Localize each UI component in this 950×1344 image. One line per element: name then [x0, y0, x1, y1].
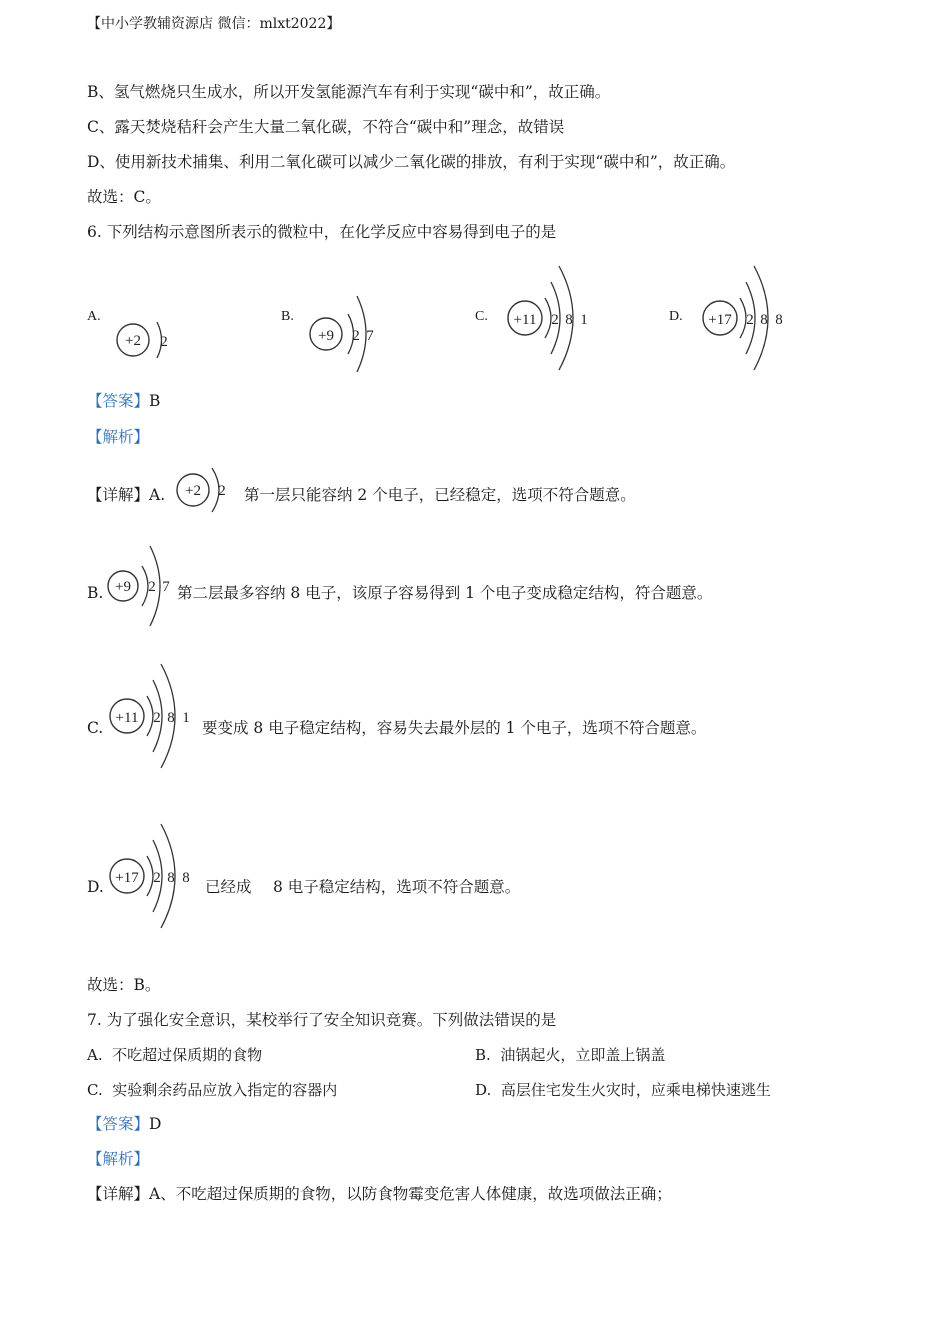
option-text: 不吃超过保质期的食物	[112, 1046, 263, 1064]
q6-analysis-tag: 【解析】	[87, 428, 150, 446]
detail-tag: 【详解】	[87, 486, 150, 504]
option-text: 油锅起火，立即盖上锅盖	[500, 1046, 666, 1064]
option-label: C.	[87, 1081, 103, 1099]
answer-value: B	[149, 392, 161, 410]
electron-count-shell-1: 2	[148, 579, 156, 595]
q6-option-d-label: D.	[669, 309, 683, 324]
q6-question: 6. 下列结构示意图所表示的微粒中，在化学反应中容易得到电子的是	[87, 223, 557, 241]
atom-nucleus-label: +9	[318, 328, 334, 344]
electron-count-shell-2: 8	[167, 870, 175, 886]
q7-detail-row	[87, 1184, 672, 1204]
q6-option-c-atom-diagram	[505, 262, 605, 374]
q7-option-b	[475, 1045, 665, 1065]
detail-text: A、不吃超过保质期的食物，以防食物霉变危害人体健康，故选项做法正确；	[149, 1185, 672, 1203]
q7-answer-row	[87, 1114, 161, 1134]
q7-option-a	[87, 1045, 262, 1065]
electron-count-shell-3: 8	[182, 870, 190, 886]
option-text: 实验剩余药品应放入指定的容器内	[112, 1081, 338, 1099]
q5-option-d-explanation: D、使用新技术捕集、利用二氧化碳可以减少二氧化碳的排放，有利于实现“碳中和”，故正确。	[87, 153, 736, 171]
atom-nucleus-label: +2	[125, 333, 141, 349]
q5-option-c-explanation: C、露天焚烧秸秆会产生大量二氧化碳，不符合“碳中和”理念，故错误	[87, 118, 565, 136]
electron-count-shell-1: 2	[153, 870, 161, 886]
electron-count-shell-1: 2	[352, 328, 360, 344]
q6-detail-c-atom-diagram	[107, 660, 207, 772]
option-label: B.	[475, 1046, 491, 1064]
answer-tag: 【答案】	[87, 392, 150, 410]
q7-analysis-tag: 【解析】	[87, 1150, 150, 1168]
q6-option-a-atom-diagram	[112, 316, 182, 364]
q6-detail-d-label: D.	[87, 878, 104, 896]
q6-option-d-atom-diagram	[700, 262, 800, 374]
option-text: 高层住宅发生火灾时，应乘电梯快速逃生	[500, 1081, 771, 1099]
q7-question: 7. 为了强化安全意识，某校举行了安全知识竞赛。下列做法错误的是	[87, 1011, 557, 1029]
q6-option-c-label: C.	[475, 309, 488, 324]
atom-nucleus-label: +17	[708, 312, 732, 328]
q6-detail-b-atom-diagram	[104, 542, 184, 630]
answer-tag: 【答案】	[87, 1115, 150, 1133]
option-label: A.	[87, 1046, 103, 1064]
electron-count-shell-3: 1	[580, 312, 588, 328]
q6-option-b-label: B.	[281, 309, 294, 324]
electron-count-shell-2: 8	[167, 710, 175, 726]
electron-count: 2	[160, 334, 168, 350]
electron-count-shell-1: 2	[153, 710, 161, 726]
q6-detail-d-text-b: 8 电子稳定结构，选项不符合题意。	[273, 878, 521, 896]
q6-detail-c-label: C.	[87, 719, 104, 737]
detail-tag: 【详解】	[87, 1185, 150, 1203]
answer-value: D	[149, 1115, 162, 1133]
electron-count-shell-3: 8	[775, 312, 783, 328]
q6-conclusion: 故选：B。	[87, 976, 161, 994]
option-label: D.	[475, 1081, 492, 1099]
atom-nucleus-label: +11	[115, 710, 139, 726]
atom-nucleus-label: +17	[115, 870, 139, 886]
q7-option-d	[475, 1080, 771, 1100]
q6-detail-d-text-a: 已经成	[205, 878, 252, 896]
q6-detail-a-prefix	[87, 485, 165, 505]
atom-nucleus-label: +11	[513, 312, 537, 328]
q6-detail-b-label: B.	[87, 584, 104, 602]
q6-detail-d-atom-diagram	[107, 820, 207, 932]
q6-detail-a-atom-diagram	[172, 462, 242, 518]
electron-count-shell-1: 2	[746, 312, 754, 328]
page-header: 【中小学教辅资源店 微信：mlxt2022】	[87, 16, 341, 32]
atom-nucleus-label: +9	[115, 579, 131, 595]
detail-label: A.	[149, 486, 166, 504]
q6-answer-row	[87, 391, 160, 411]
electron-count-shell-3: 1	[182, 710, 190, 726]
q6-detail-a-text: 第一层只能容纳 2 个电子，已经稳定，选项不符合题意。	[244, 486, 636, 504]
q6-detail-b-text: 第二层最多容纳 8 电子，该原子容易得到 1 个电子变成稳定结构，符合题意。	[177, 584, 713, 602]
q6-option-a-label: A.	[87, 309, 101, 324]
electron-count-shell-2: 7	[366, 328, 374, 344]
electron-count: 2	[218, 483, 226, 499]
electron-count-shell-2: 7	[162, 579, 170, 595]
q6-detail-c-text: 要变成 8 电子稳定结构，容易失去最外层的 1 个电子，选项不符合题意。	[202, 719, 707, 737]
q7-option-c	[87, 1080, 337, 1100]
atom-nucleus-label: +2	[185, 483, 201, 499]
electron-count-shell-2: 8	[565, 312, 573, 328]
electron-count-shell-2: 8	[760, 312, 768, 328]
q5-option-b-explanation: B、氢气燃烧只生成水，所以开发氢能源汽车有利于实现“碳中和”，故正确。	[87, 83, 611, 101]
electron-count-shell-1: 2	[551, 312, 559, 328]
q6-option-b-atom-diagram	[305, 290, 395, 378]
q5-conclusion: 故选：C。	[87, 188, 161, 206]
